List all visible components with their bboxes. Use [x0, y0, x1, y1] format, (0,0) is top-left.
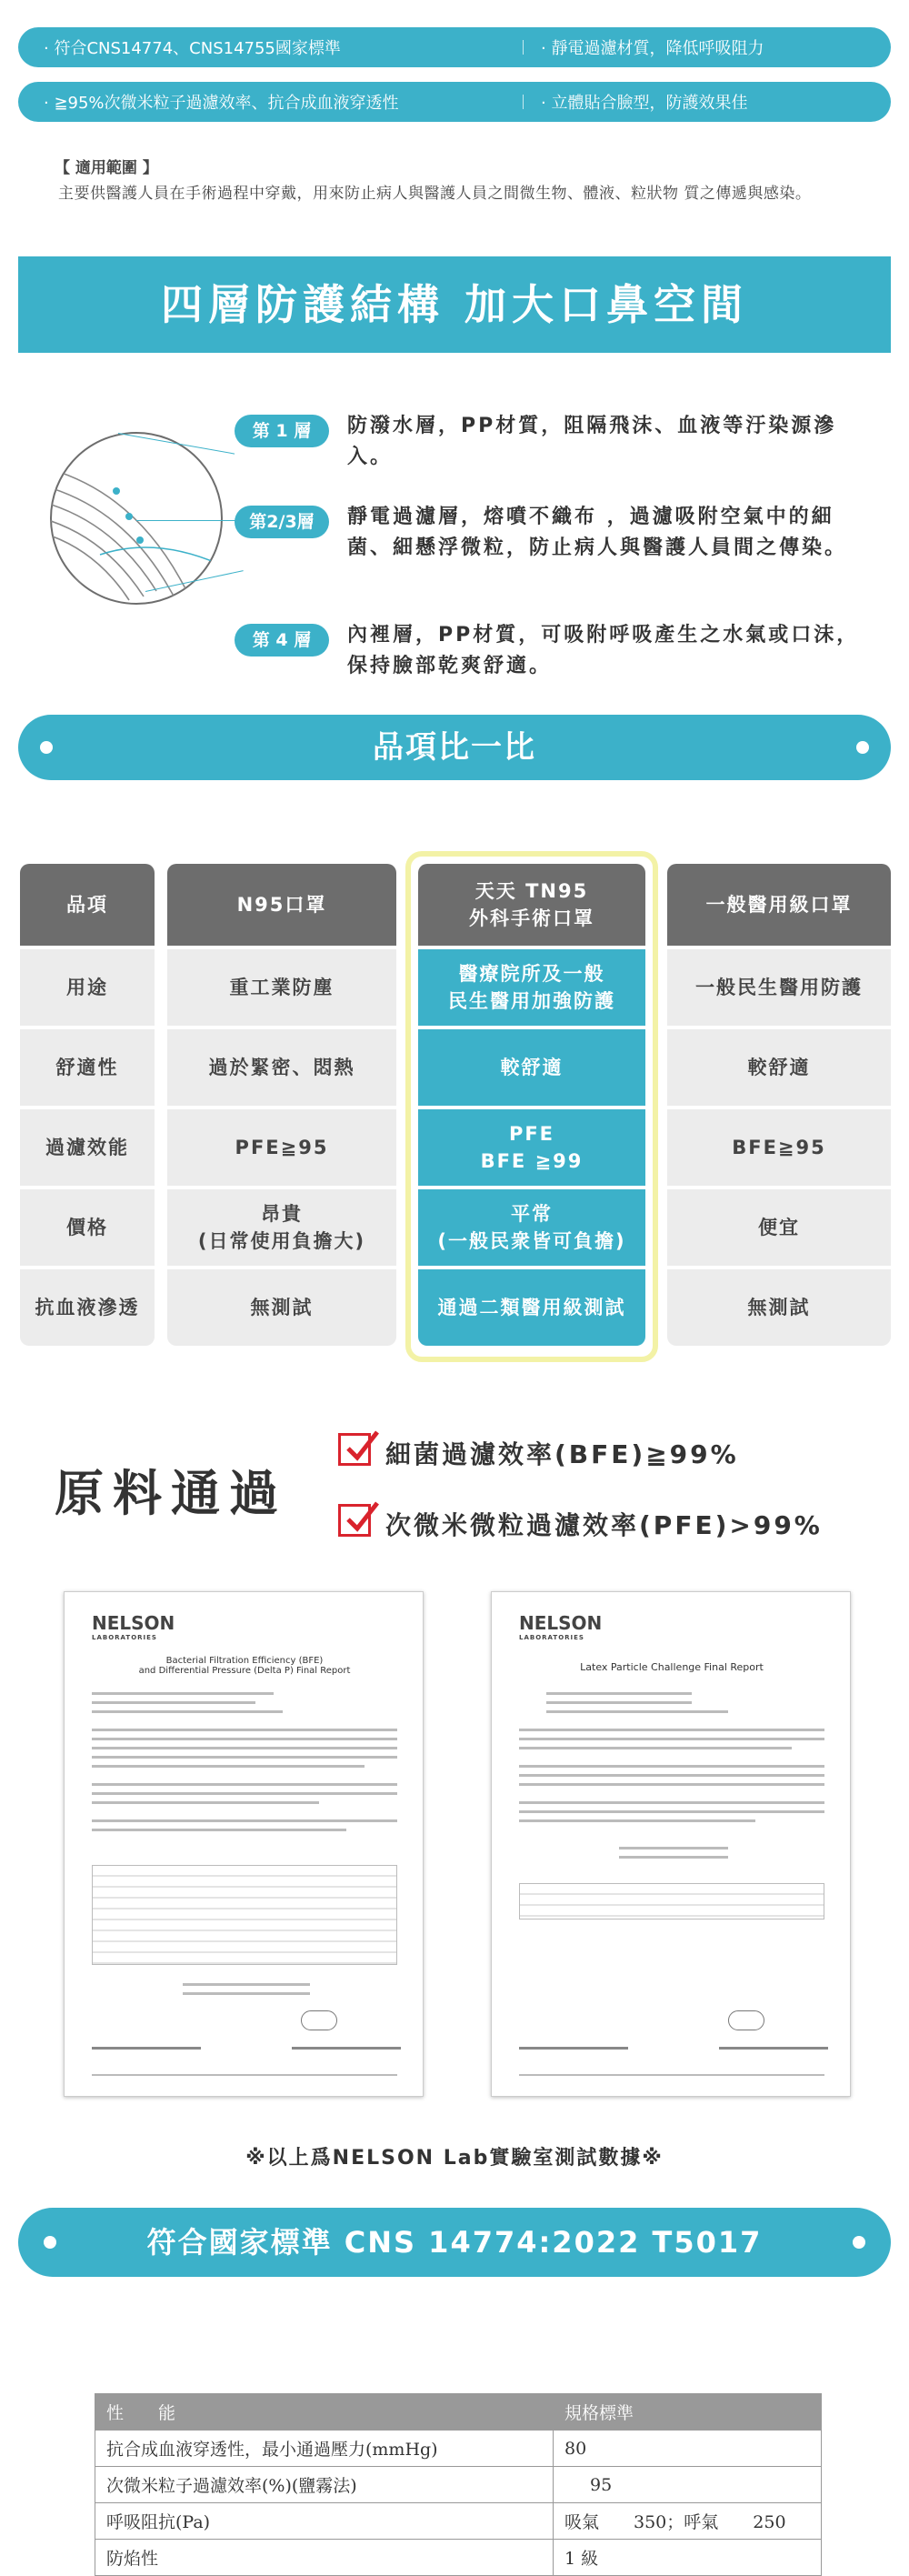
compare-row-label-blood: 抗血液滲透 — [20, 1269, 155, 1346]
standard-banner — [18, 2208, 891, 2277]
feature-static-material: · 靜電過濾材質，降低呼吸阻力 — [541, 39, 764, 58]
feature-pill-row2 — [18, 82, 891, 122]
compare-general-blood: 無測試 — [667, 1269, 891, 1346]
feature-filtration: · ≧95%次微米粒子過濾效率、抗合成血液穿透性 — [44, 94, 399, 113]
check-pfe-icon — [338, 1504, 371, 1537]
report-note: ※以上爲NELSON Lab實驗室測試數據※ — [245, 2147, 664, 2170]
compare-n95-price: 昂貴 (日常使用負擔大) — [167, 1189, 396, 1266]
compare-general-use: 一般民生醫用防護 — [667, 949, 891, 1026]
compare-title-pill — [18, 715, 891, 780]
compare-tn95-comfort: 較舒適 — [418, 1029, 645, 1106]
compare-general-comfort: 較舒適 — [667, 1029, 891, 1106]
compare-n95-comfort: 過於緊密、悶熱 — [167, 1029, 396, 1106]
spec-row-label: 防焰性 — [95, 2540, 554, 2576]
spec-row-label: 抗合成血液穿透性，最小通過壓力(mmHg) — [95, 2431, 554, 2467]
spec-table-header — [95, 2394, 822, 2431]
check-bfe-icon — [338, 1433, 371, 1466]
compare-row-label-use: 用途 — [20, 949, 155, 1026]
layer-4-tag: 第 4 層 — [235, 624, 329, 657]
material-title: 原料通過 — [55, 1465, 287, 1522]
spec-row-value: 80 — [554, 2431, 822, 2467]
layer-1-text: 防潑水層，PP材質，阻隔飛沫、血液等汙染源滲入。 — [347, 415, 837, 468]
compare-row-label-filtration: 過濾效能 — [20, 1109, 155, 1186]
report-bfe-title: Bacterial Filtration Efficiency (BFE) and Differential Pressure (Delta P) Final Report — [138, 1656, 351, 1676]
spec-row-value: 吸氣 350；呼氣 250 — [554, 2503, 822, 2540]
report-bfe-document — [64, 1591, 424, 2097]
compare-title: 品項比一比 — [373, 729, 536, 766]
layer-23-text: 靜電過濾層，熔噴不織布 ，過濾吸附空氣中的細菌、細懸浮微粒，防止病人與醫護人員間之傳染。 — [347, 506, 848, 559]
scope-title: 【 適用範圍 】 — [55, 159, 158, 177]
spec-header-standard: 規格標準 — [554, 2394, 822, 2431]
feature-pill-row1 — [18, 27, 891, 67]
compare-tn95-use: 醫療院所及一般 民生醫用加強防護 — [418, 949, 645, 1026]
layer-4-text: 內裡層，PP材質，可吸附呼吸產生之水氣或口沫，保持臉部乾爽舒適。 — [347, 624, 860, 677]
compare-tn95-blood: 通過二類醫用級測試 — [418, 1269, 645, 1346]
spec-row-label: 次微米粒子過濾效率(%)(鹽霧法) — [95, 2467, 554, 2503]
compare-tn95-price: 平常 (一般民衆皆可負擔) — [418, 1189, 645, 1266]
spec-row-label: 呼吸阻抗(Pa) — [95, 2503, 554, 2540]
compare-header-general: 一般醫用級口罩 — [667, 864, 891, 946]
structure-banner — [18, 256, 891, 353]
compare-row-label-comfort: 舒適性 — [20, 1029, 155, 1106]
report-pfe-lab-logo: NELSON LABORATORIES — [519, 1612, 603, 1641]
spec-table — [95, 2393, 822, 2576]
scope-text: 主要供醫護人員在手術過程中穿戴，用來防止病人與醫護人員之間微生物、體液、粒狀物 質之傳遞與感染。 — [58, 185, 812, 203]
feature-standard: · 符合CNS14774、CNS14755國家標準 — [44, 39, 341, 58]
check-pfe-text: 次微米微粒過濾效率(PFE)>99% — [385, 1510, 823, 1540]
layer-1-tag: 第 1 層 — [235, 415, 329, 447]
table-row — [95, 2467, 822, 2503]
table-row — [95, 2431, 822, 2467]
check-bfe-text: 細菌過濾效率(BFE)≧99% — [385, 1439, 739, 1469]
spec-row-value: 95 — [554, 2467, 822, 2503]
compare-n95-use: 重工業防塵 — [167, 949, 396, 1026]
layer-23-tag: 第2/3層 — [235, 506, 329, 538]
compare-header-tn95: 天天 TN95 外科手術口罩 — [418, 864, 645, 946]
report-bfe-lab-logo: NELSON LABORATORIES — [92, 1612, 175, 1641]
structure-banner-text: 四層防護結構 加大口鼻空間 — [160, 280, 748, 329]
standard-banner-text: 符合國家標準 CNS 14774:2022 T5017 — [146, 2225, 763, 2260]
table-row — [95, 2540, 822, 2576]
compare-general-price: 便宜 — [667, 1189, 891, 1266]
feature-fit: · 立體貼合臉型，防護效果佳 — [541, 94, 748, 113]
compare-row-label-price: 價格 — [20, 1189, 155, 1266]
table-row — [95, 2503, 822, 2540]
spec-row-value: 1 級 — [554, 2540, 822, 2576]
report-pfe-title: Latex Particle Challenge Final Report — [580, 1661, 764, 1673]
compare-header-n95: N95口罩 — [167, 864, 396, 946]
compare-n95-filtration: PFE≧95 — [167, 1109, 396, 1186]
compare-tn95-filtration: PFE BFE ≧99 — [418, 1109, 645, 1186]
compare-general-filtration: BFE≧95 — [667, 1109, 891, 1186]
mask-layer-illustration — [45, 427, 227, 609]
compare-header-item: 品項 — [20, 864, 155, 946]
spec-header-performance: 性 能 — [95, 2394, 554, 2431]
report-pfe-document — [491, 1591, 851, 2097]
compare-n95-blood: 無測試 — [167, 1269, 396, 1346]
